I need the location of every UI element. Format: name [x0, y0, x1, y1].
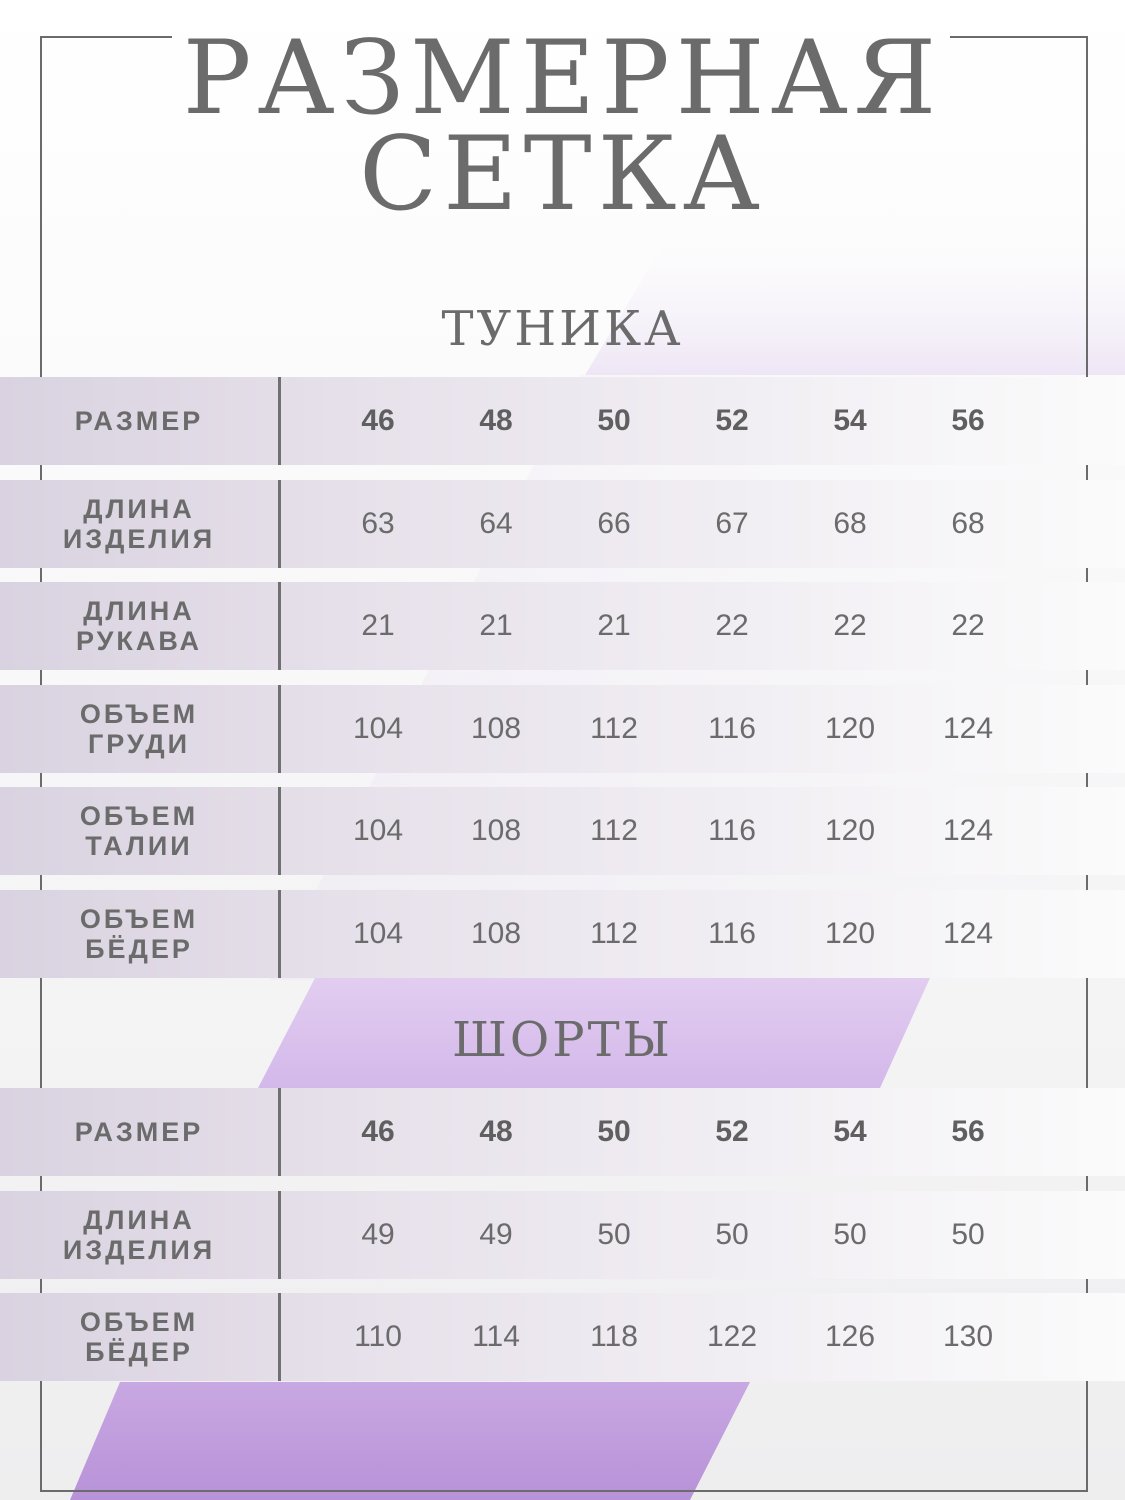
row-label: [0, 582, 278, 670]
row-divider: [278, 685, 281, 773]
row-label-line-2: ИЗДЕЛИЯ: [62, 1234, 216, 1265]
size-header-cell: 48: [479, 404, 513, 437]
tunic-row: [0, 377, 1125, 465]
row-label: [0, 685, 278, 773]
measurement-cell: 50: [597, 1217, 631, 1251]
row-label-line-1: ОБЪЕМ: [79, 801, 199, 831]
tunic-row: [0, 685, 1125, 773]
row-divider: [278, 480, 281, 568]
measurement-cell: 104: [352, 814, 404, 847]
measurement-cell: 21: [361, 609, 395, 642]
row-label: [0, 377, 278, 465]
row-divider: [278, 890, 281, 978]
row-divider: [278, 787, 281, 875]
row-label: [0, 890, 278, 978]
shorts-row: [0, 1293, 1125, 1381]
tunic-row: [0, 787, 1125, 875]
row-divider: [278, 377, 281, 465]
measurement-cell: 114: [472, 1320, 520, 1353]
shorts-row: [0, 1191, 1125, 1279]
size-header-cell: 46: [361, 404, 395, 437]
measurement-cell: 22: [715, 609, 749, 642]
size-header-cell: 56: [951, 404, 985, 437]
measurement-cell: 124: [942, 916, 994, 950]
bottom-diagonal-band: [70, 1382, 750, 1500]
size-header-cell: 52: [715, 404, 749, 437]
size-header-cell: 52: [715, 1115, 749, 1148]
measurement-cell: 104: [352, 916, 404, 950]
tunic-row: [0, 480, 1125, 568]
row-label: [0, 1293, 278, 1381]
row-label-line-2: БЁДЕР: [85, 933, 193, 964]
measurement-cell: 130: [942, 1320, 994, 1353]
measurement-cell: 108: [470, 814, 522, 847]
size-header-cell: 56: [951, 1115, 985, 1148]
row-label: [0, 480, 278, 568]
measurement-cell: 104: [352, 711, 404, 745]
row-divider: [278, 582, 281, 670]
measurement-cell: 66: [597, 506, 631, 540]
measurement-cell: 124: [942, 814, 994, 847]
row-label-line-1: ОБЪЕМ: [79, 1307, 199, 1337]
measurement-cell: 124: [942, 711, 994, 745]
size-header-cell: 50: [597, 404, 631, 437]
measurement-cell: 67: [715, 506, 749, 540]
row-label-line-1: ОБЪЕМ: [79, 698, 199, 729]
measurement-cell: 50: [833, 1217, 867, 1251]
measurement-cell: 108: [470, 916, 522, 950]
row-label-line-2: ГРУДИ: [87, 728, 191, 759]
frame-bottom: [40, 1490, 1088, 1492]
measurement-cell: 21: [479, 609, 513, 642]
measurement-cell: 118: [590, 1320, 638, 1353]
row-label: [0, 1191, 278, 1279]
measurement-cell: 116: [708, 814, 756, 847]
measurement-cell: 110: [354, 1320, 402, 1353]
measurement-cell: 120: [824, 814, 876, 847]
row-divider: [278, 1191, 281, 1279]
measurement-cell: 22: [951, 609, 985, 642]
measurement-cell: 64: [479, 506, 513, 540]
measurement-cell: 68: [951, 506, 985, 540]
tunic-row: [0, 890, 1125, 978]
shorts-title: ШОРТЫ: [452, 1012, 673, 1068]
row-label-line-1: РАЗМЕР: [74, 1117, 204, 1147]
tunic-row: [0, 582, 1125, 670]
tunic-title: ТУНИКА: [441, 301, 684, 357]
size-header-cell: 54: [833, 404, 867, 437]
size-header-cell: 48: [479, 1115, 513, 1148]
row-label-line-1: ДЛИНА: [83, 1204, 195, 1235]
main-title-line-2: СЕТКА: [359, 115, 766, 234]
row-label-line-2: РУКАВА: [75, 626, 203, 656]
size-header-cell: 54: [833, 1115, 867, 1148]
measurement-cell: 120: [824, 711, 876, 745]
measurement-cell: 63: [361, 506, 395, 540]
measurement-cell: 112: [590, 711, 638, 745]
row-label: [0, 1088, 278, 1176]
measurement-cell: 68: [833, 506, 867, 540]
measurement-cell: 49: [361, 1217, 395, 1251]
measurement-cell: 116: [708, 711, 756, 745]
measurement-cell: 50: [715, 1217, 749, 1251]
measurement-cell: 112: [590, 916, 638, 950]
row-label-line-1: ДЛИНА: [83, 596, 195, 626]
measurement-cell: 50: [951, 1217, 985, 1251]
measurement-cell: 122: [706, 1320, 758, 1353]
measurement-cell: 126: [824, 1320, 876, 1353]
row-label-line-2: БЁДЕР: [85, 1337, 193, 1367]
main-title-line-1: РАЗМЕРНАЯ: [182, 19, 943, 138]
row-label-line-2: ИЗДЕЛИЯ: [62, 523, 216, 554]
measurement-cell: 21: [597, 609, 631, 642]
size-header-cell: 46: [361, 1115, 395, 1148]
measurement-cell: 108: [470, 711, 522, 745]
row-label-line-1: РАЗМЕР: [74, 406, 204, 436]
row-label: [0, 787, 278, 875]
row-label-line-1: ОБЪЕМ: [79, 903, 199, 934]
shorts-row: [0, 1088, 1125, 1176]
measurement-cell: 22: [833, 609, 867, 642]
measurement-cell: 112: [590, 814, 638, 847]
measurement-cell: 49: [479, 1217, 513, 1251]
measurement-cell: 120: [824, 916, 876, 950]
row-divider: [278, 1293, 281, 1381]
size-header-cell: 50: [597, 1115, 631, 1148]
measurement-cell: 116: [708, 916, 756, 950]
row-divider: [278, 1088, 281, 1176]
row-label-line-1: ДЛИНА: [83, 493, 195, 524]
row-label-line-2: ТАЛИИ: [85, 831, 193, 861]
